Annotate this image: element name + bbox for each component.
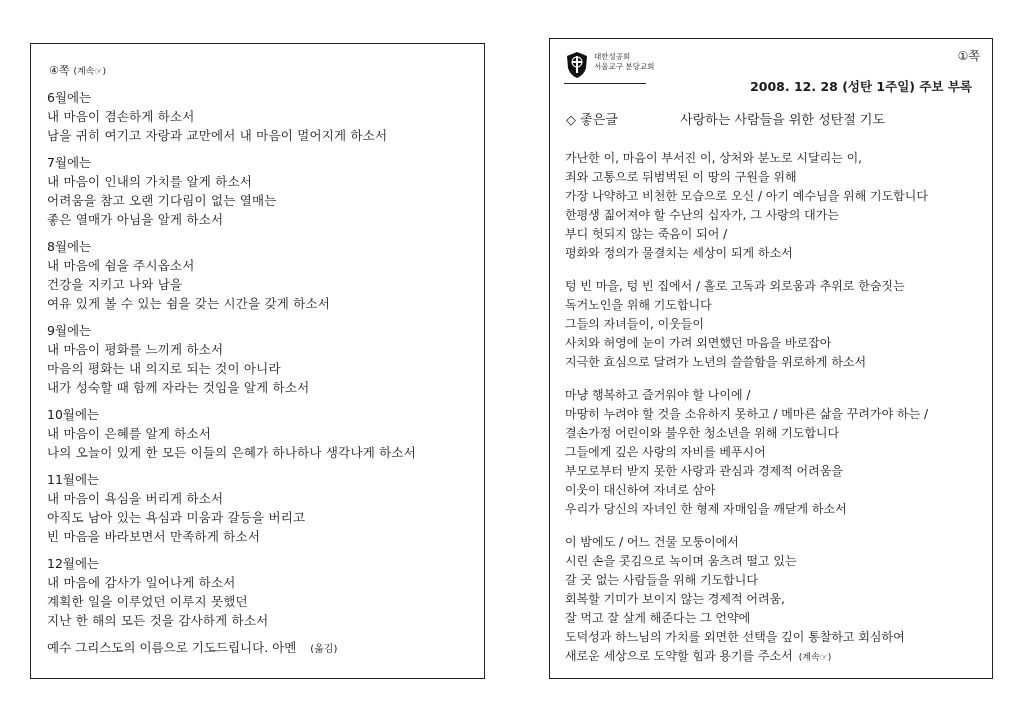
continued-mark: (계속☞) (798, 653, 832, 663)
prayer-line: 잘 먹고 잘 살게 해준다는 그 언약에 (565, 611, 751, 625)
prayer-line: 부모로부터 받지 못한 사랑과 관심과 경제적 어려움을 (565, 464, 843, 478)
prayer-line: 우리가 당신의 자녀인 한 형제 자매임을 깨닫게 하소서 (565, 502, 847, 516)
prayer-line: 결손가정 어린이와 불우한 청소년을 위해 기도합니다 (565, 426, 840, 440)
prayer-line: 갈 곳 없는 사람들을 위해 기도합니다 (565, 573, 758, 587)
prayer-line: 아직도 남아 있는 욕심과 미움과 갈등을 버리고 (47, 510, 306, 525)
month-title: 12월에는 (47, 556, 100, 571)
prayer-line: 이 밤에도 / 어느 건물 모퉁이에서 (565, 535, 739, 549)
prayer-line: 그들의 자녀들이, 이웃들이 (565, 317, 704, 331)
month-july (47, 153, 472, 229)
prayer-paragraph (565, 277, 985, 372)
month-title: 8월에는 (47, 239, 92, 254)
prayer-line: 건강을 지키고 나와 남을 (47, 277, 183, 292)
section-label: ◇ 좋은글 (566, 113, 618, 128)
month-november (47, 470, 472, 546)
month-august (47, 237, 472, 313)
attribution: (옮김) (310, 644, 338, 655)
prayer-line: 가장 나약하고 비천한 모습으로 오신 / 아기 예수님을 위해 기도합니다 (565, 189, 928, 203)
left-page (30, 43, 485, 679)
prayer-line: 한평생 짊어져야 할 수난의 십자가, 그 사랑의 대가는 (565, 208, 839, 222)
church-name: 대한성공회 서울교구 분당교회 (594, 52, 655, 71)
prayer-line: 이웃이 대신하여 자녀로 삼아 (565, 483, 716, 497)
month-title: 11월에는 (47, 472, 100, 487)
monthly-prayer-list (47, 88, 472, 659)
logo-divider (564, 83, 646, 84)
prayer-line: 마냥 행복하고 즐거워야 할 나이에 / (565, 388, 751, 402)
prayer-line: 내 마음이 욕심을 버리게 하소서 (47, 491, 224, 506)
month-december (47, 554, 472, 630)
prayer-line: 빈 마음을 바라보면서 만족하게 하소서 (47, 529, 261, 544)
prayer-line: 도덕성과 하느님의 가치를 외면한 선택을 깊이 통찰하고 회심하여 (565, 630, 905, 644)
prayer-line: 시린 손을 콧김으로 녹이며 움츠려 떨고 있는 (565, 554, 797, 568)
prayer-line: 계획한 일을 이루었던 이루지 못했던 (47, 594, 248, 609)
prayer-line: 어려움을 참고 오랜 기다림이 없는 열매는 (47, 193, 277, 208)
prayer-line: 새로운 세상으로 도약할 힘과 용기를 주소서 (계속☞) (565, 649, 832, 663)
bulletin-date: 2008. 12. 28 (성탄 1주일) 주보 부록 (750, 79, 972, 94)
prayer-line: 가난한 이, 마음이 부서진 이, 상처와 분노로 시달리는 이, (565, 151, 862, 165)
prayer-line: 여유 있게 볼 수 있는 쉼을 갖는 시간을 갖게 하소서 (47, 296, 331, 311)
prayer-line: 좋은 열매가 아님을 알게 하소서 (47, 212, 224, 227)
prayer-line: 부디 헛되지 않는 죽음이 되어 / (565, 227, 728, 241)
prayer-paragraph (565, 386, 985, 519)
prayer-paragraph (565, 533, 985, 666)
prayer-line: 그들에게 깊은 사랑의 자비를 베푸시어 (565, 445, 766, 459)
month-title: 10월에는 (47, 407, 100, 422)
prayer-line: 회복할 기미가 보이지 않는 경제적 어려움, (565, 592, 785, 606)
prayer-line: 내 마음이 평화를 느끼게 하소서 (47, 342, 224, 357)
prayer-line: 내 마음이 인내의 가치를 알게 하소서 (47, 174, 252, 189)
section-header (566, 109, 976, 128)
prayer-line: 내 마음이 은혜를 알게 하소서 (47, 426, 211, 441)
prayer-line: 나의 오늘이 있게 한 모든 이들의 은혜가 하나하나 생각나게 하소서 (47, 445, 416, 460)
month-october (47, 405, 472, 462)
prayer-line: 내 마음에 감사가 일어나게 하소서 (47, 575, 236, 590)
prayer-line: 텅 빈 마을, 텅 빈 집에서 / 홀로 고독과 외로움과 추위로 한숨짓는 (565, 279, 905, 293)
prayer-line: 죄와 고통으로 뒤범벅된 이 땅의 구원을 위해 (565, 170, 797, 184)
page-marker-left: ④쪽 (계속☞) (49, 64, 106, 77)
month-june (47, 88, 472, 145)
month-title: 9월에는 (47, 323, 92, 338)
right-page (549, 38, 993, 679)
prayer-line: 내 마음에 쉼을 주시옵소서 (47, 258, 195, 273)
page-marker-right: ①쪽 (957, 49, 980, 63)
prayer-title: 사랑하는 사람들을 위한 성탄절 기도 (680, 113, 886, 128)
christmas-prayer-body (565, 149, 985, 680)
prayer-line: 마음의 평화는 내 의지로 되는 것이 아니라 (47, 361, 281, 376)
prayer-line: 지극한 효심으로 달려가 노년의 쓸쓸함을 위로하게 하소서 (565, 355, 867, 369)
prayer-line: 내가 성숙할 때 함께 자라는 것임을 알게 하소서 (47, 380, 310, 395)
month-title: 7월에는 (47, 155, 92, 170)
month-title: 6월에는 (47, 90, 92, 105)
closing-prayer: 예수 그리스도의 이름으로 기도드립니다. 아멘 (옮김) (47, 640, 338, 655)
prayer-paragraph (565, 149, 985, 263)
prayer-line: 지난 한 해의 모든 것을 감사하게 하소서 (47, 613, 269, 628)
prayer-line: 내 마음이 겸손하게 하소서 (47, 109, 195, 124)
prayer-line: 남을 귀히 여기고 자랑과 교만에서 내 마음이 멀어지게 하소서 (47, 128, 388, 143)
prayer-line: 마땅히 누려야 할 것을 소유하지 못하고 / 메마른 삶을 꾸려가야 하는 / (565, 407, 929, 421)
prayer-line: 사치와 허영에 눈이 가려 외면했던 마음을 바로잡아 (565, 336, 832, 350)
month-september (47, 321, 472, 397)
church-shield-logo-icon (566, 51, 588, 79)
prayer-line: 독거노인을 위해 기도합니다 (565, 298, 712, 312)
prayer-line: 평화와 정의가 물결치는 세상이 되게 하소서 (565, 246, 793, 260)
